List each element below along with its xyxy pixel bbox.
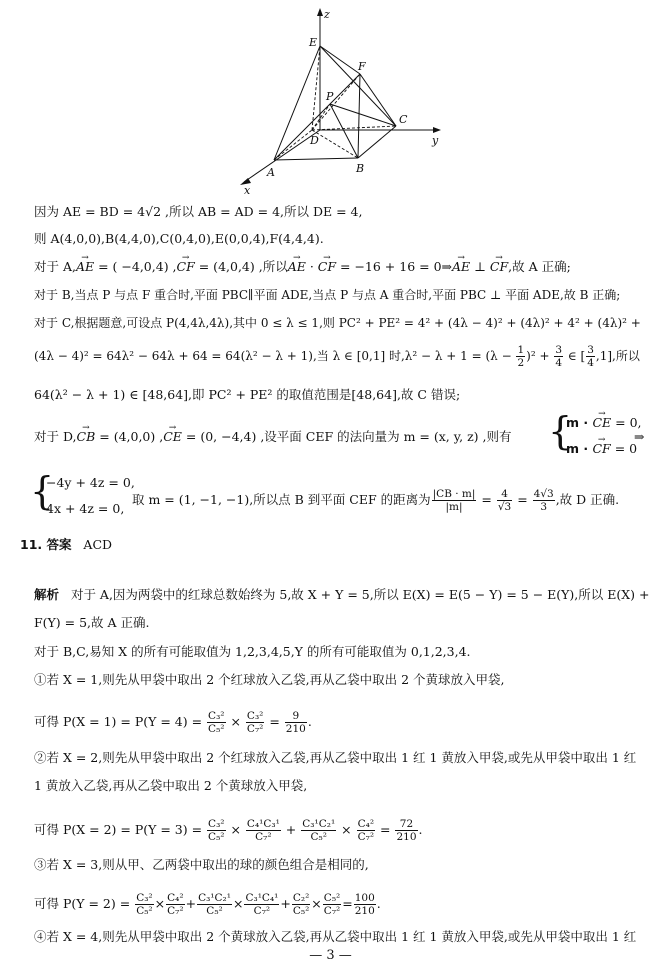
x-axis	[244, 130, 320, 182]
q11-case-4: ④若 X = 4,则先从甲袋中取出 2 个黄球放入乙袋,再从乙袋中取出 1 红 1 黄放入甲袋,或先从甲袋中取出 1 红	[34, 929, 637, 944]
q10-line-9: 取 m = (1, −1, −1),所以点 B 到平面 CEF 的距离为 $\frac{|CB \cdot m|}{|m|}$ = $\frac{4}{√3}$ = $\frac{4√3}{3}$ ,故 D 正确.	[132, 488, 620, 513]
implies-arrow: ⇒	[634, 429, 645, 444]
q11-case-1: ①若 X = 1,则先从甲袋中取出 2 个红球放入乙袋,再从乙袋中取出 2 个黄球放入甲袋,	[34, 672, 505, 687]
label-D: D	[310, 134, 319, 147]
system-eq-3: −4y + 4z = 0,	[46, 475, 135, 490]
q11-para-1: 解析 对于 A,因为两袋中的红球总数始终为 5,故 X + Y = 5,所以 E(X) = E(5 − Y) = 5 − E(Y),所以 E(X) +	[34, 587, 650, 602]
q10-line-1: 因为 AE = BD = 4√2 ,所以 AB = AD = 4,所以 DE = 4,	[34, 204, 363, 219]
q11-para-3: 对于 B,C,易知 X 的所有可能取值为 1,2,3,4,5,Y 的所有可能取值为 0,1,2,3,4.	[34, 644, 471, 659]
system-brace-1: {	[548, 409, 573, 453]
q11-answer: 11. 答案 ACD	[20, 537, 113, 552]
q10-line-2: 则 A(4,0,0),B(4,4,0),C(0,4,0),E(0,0,4),F(4,4,4).	[34, 231, 324, 246]
q10-line-5: 对于 C,根据题意,可设点 P(4,4λ,4λ),其中 0 ≤ λ ≤ 1,则 PC² + PE² = 4² + (4λ − 4)² + (4λ)² + 4² + (4λ)² +	[34, 316, 641, 330]
q11-para-2: F(Y) = 5,故 A 正确.	[34, 615, 150, 630]
q11-formula-1: 可得 P(X = 1) = P(Y = 4) = $\frac{\text{C₃²}}{\text{C₅²}}$ × $\frac{\text{C₃²}}{\text{C₇²}}$ = $\frac{9}{210}$ .	[34, 710, 312, 735]
geometry-figure	[230, 4, 450, 200]
q11-formula-3: 可得 P(Y = 2) = $\frac{\text{C₃²}}{\text{C₅²}}$ × $\frac{\text{C₄²}}{\text{C₇²}}$ + $\frac{\text{C₃¹C₂¹}}{\text{C₅²}}$ × $\frac{\text{C₃¹C₄¹}}{\text{C₇²}}$ + $\frac{\text{C₂²}}{\text{C₅²}}$ × $\frac{\text{C₅²}}{\text{C₇²}}$ = $\frac{100}{210}$ .	[34, 892, 381, 917]
q10-line-3: 对于 A,→ AE = ( −4,0,4) ,→ CF = (4,0,4) ,所以→ AE · → CF = −16 + 16 = 0⇒→ AE ⊥ → CF,故 A 正确;	[34, 258, 646, 276]
system-eq-4: 4x + 4z = 0,	[46, 501, 125, 516]
label-x: x	[244, 184, 251, 197]
label-B: B	[356, 162, 365, 175]
label-C: C	[399, 113, 408, 126]
label-E: E	[309, 36, 318, 49]
label-F: F	[358, 60, 366, 73]
label-A: A	[267, 166, 275, 179]
q11-case-2a: ②若 X = 2,则先从甲袋中取出 2 个红球放入乙袋,再从乙袋中取出 1 红 1 黄放入甲袋,或先从甲袋中取出 1 红	[34, 750, 637, 765]
system-eq-2: m · → CF = 0	[566, 440, 626, 458]
q10-line-4: 对于 B,当点 P 与点 F 重合时,平面 PBC∥平面 ADE,当点 P 与点 A 重合时,平面 PBC ⊥ 平面 ADE,故 B 正确;	[34, 288, 621, 302]
q10-line-7: 64(λ² − λ + 1) ∈ [48,64],即 PC² + PE² 的取值范围是[48,64],故 C 错误;	[34, 387, 461, 402]
q10-line-6: (4λ − 4)² = 64λ² − 64λ + 64 = 64(λ² − λ + 1),当 λ ∈ [0,1] 时,λ² − λ + 1 = (λ − $\frac{1}{2}$ )² + $\frac{3}{4}$ ∈ [ $\frac{3}{4}$ ,1],所以	[34, 344, 640, 369]
page-number: — 3 —	[309, 948, 352, 963]
label-z: z	[324, 8, 330, 21]
q10-line-8: 对于 D,→ CB = (4,0,0) ,→ CE = (0, −4,4) ,设平面 CEF 的法向量为 m = (x, y, z) ,则有	[34, 428, 554, 446]
q11-case-3: ③若 X = 3,则从甲、乙两袋中取出的球的颜色组合是相同的,	[34, 857, 369, 872]
q11-case-2b: 1 黄放入乙袋,再从乙袋中取出 2 个黄球放入甲袋,	[34, 778, 308, 793]
label-y: y	[432, 134, 439, 147]
label-P: P	[326, 90, 334, 103]
system-eq-1: m · → CE = 0,	[566, 414, 646, 432]
q11-formula-2: 可得 P(X = 2) = P(Y = 3) = $\frac{\text{C₃²}}{\text{C₅²}}$ × $\frac{\text{C₄¹C₃¹}}{\text{C₇²}}$ + $\frac{\text{C₃¹C₂¹}}{\text{C₅²}}$ × $\frac{\text{C₄²}}{\text{C₇²}}$ = $\frac{72}{210}$ .	[34, 818, 423, 843]
system-brace-2: {	[30, 469, 55, 513]
